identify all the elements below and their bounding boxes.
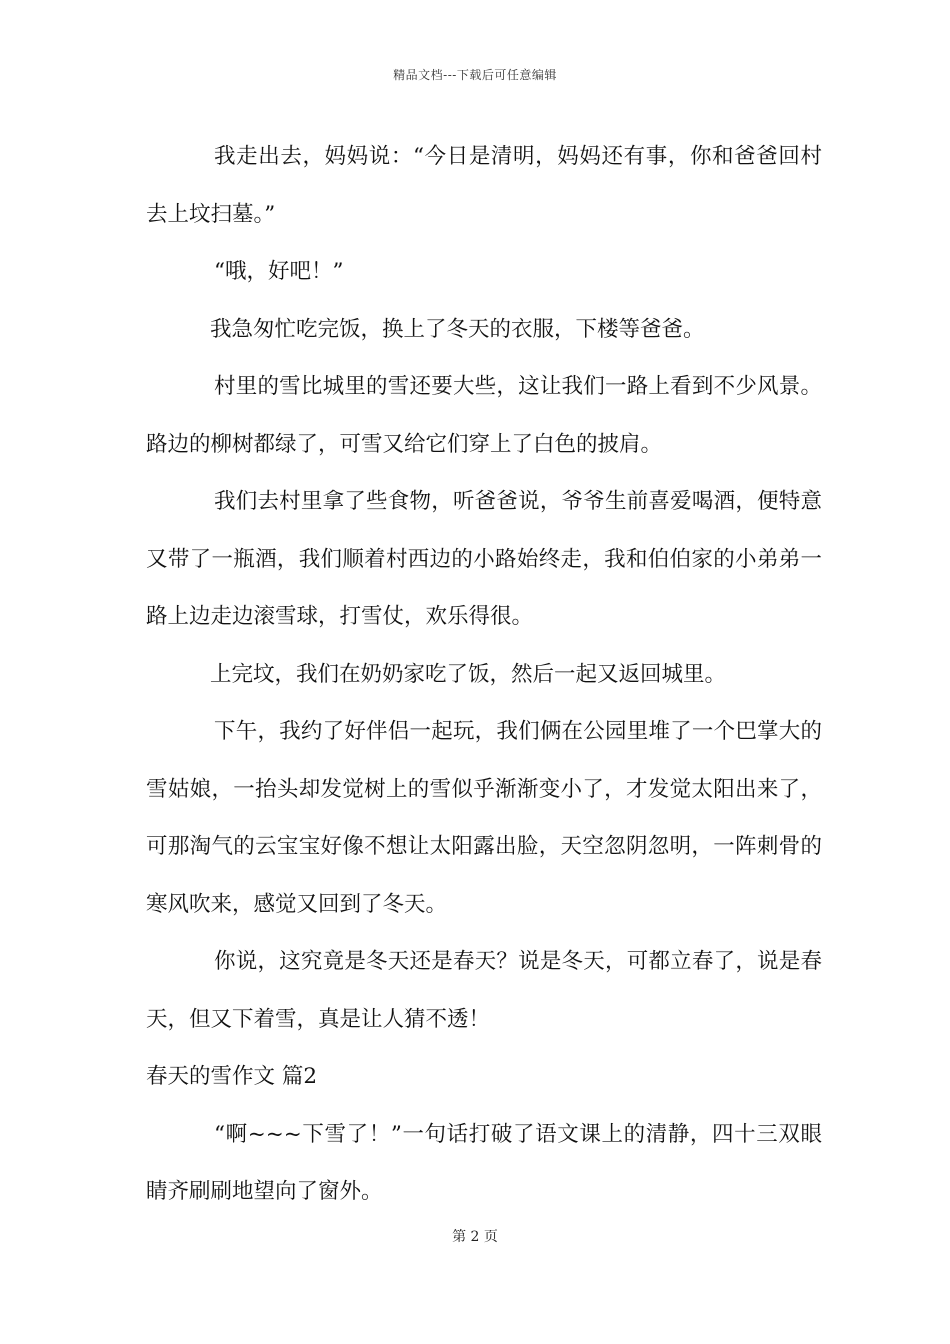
paragraph: 我走出去，妈妈说：“今日是清明，妈妈还有事，你和爸爸回村去上坟扫墓。” bbox=[146, 144, 822, 227]
page-header: 精品文档---下载后可任意编辑 bbox=[393, 68, 557, 82]
paragraph: “啊~~~下雪了！”一句话打破了语文课上的清静，四十三双眼睛齐刷刷地望向了窗外。 bbox=[146, 1121, 822, 1204]
paragraph: “哦，好吧！” bbox=[214, 259, 344, 284]
paragraph: 下午，我约了好伴侣一起玩，我们俩在公园里堆了一个巴掌大的雪姑娘，一抬头却发觉树上的雪似乎渐渐变小了，才发觉太阳出来了，可那淘气的云宝宝好像不想让太阳露出脸，天空忽阴忽明，一阵刺骨的寒风吹来，感觉又回到了冬天。 bbox=[146, 719, 822, 917]
paragraph: 上完坟，我们在奶奶家吃了饭，然后一起又返回城里。 bbox=[210, 661, 727, 687]
paragraph: 我们去村里拿了些食物，听爸爸说，爷爷生前喜爱喝酒，便特意又带了一瓶酒，我们顺着村西边的小路始终走，我和伯伯家的小弟弟一路上边走边滚雪球，打雪仗，欢乐得很。 bbox=[146, 489, 822, 629]
paragraph: 我急匆忙吃完饭，换上了冬天的衣服，下楼等爸爸。 bbox=[210, 316, 705, 342]
page-number: 第 2 页 bbox=[452, 1229, 498, 1245]
section-heading: 春天的雪作文 篇2 bbox=[146, 1064, 318, 1089]
paragraph: 你说，这究竟是冬天还是春天？说是冬天，可都立春了，说是春天，但又下着雪，真是让人猜不透！ bbox=[146, 949, 822, 1032]
document-body bbox=[146, 128, 822, 1221]
paragraph: 村里的雪比城里的雪还要大些，这让我们一路上看到不少风景。路边的柳树都绿了，可雪又给它们穿上了白色的披肩。 bbox=[146, 374, 822, 457]
